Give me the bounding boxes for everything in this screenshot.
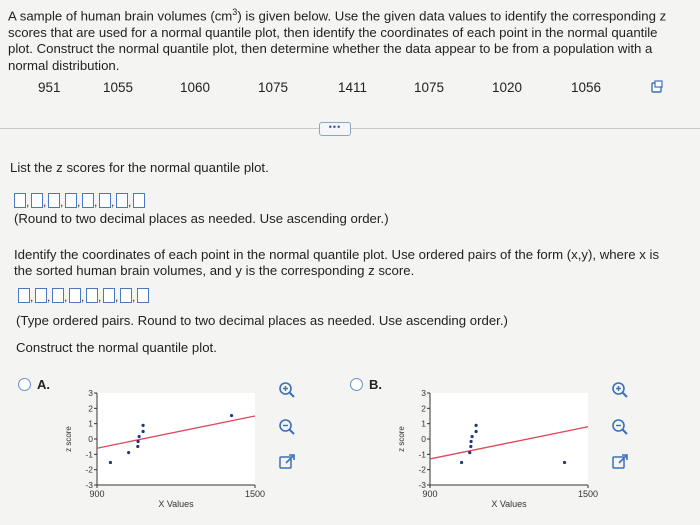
answer-box[interactable] (65, 193, 77, 208)
x-tick-label: 900 (89, 489, 105, 499)
option-a-radio[interactable] (18, 378, 31, 391)
answer-box[interactable] (52, 288, 64, 303)
problem-line-4: normal distribution. (8, 57, 120, 73)
y-tick-label: 1 (88, 418, 93, 429)
data-point (136, 445, 139, 448)
answer-box[interactable] (86, 288, 98, 303)
data-value: 1075 (258, 80, 289, 95)
copy-data-icon[interactable] (650, 80, 664, 94)
data-values-row (0, 80, 700, 100)
q2-prompt-line-1: Identify the coordinates of each point in the normal quantile plot. Use ordered pairs of the form (x,y), where x is (14, 247, 660, 262)
q2-hint: (Type ordered pairs. Round to two decimal places as needed. Use ascending order.) (16, 313, 508, 328)
option-a-label: A. (37, 377, 50, 392)
answer-box[interactable] (48, 193, 60, 208)
answer-box[interactable] (14, 193, 26, 208)
answer-box[interactable] (116, 193, 128, 208)
data-point (141, 424, 144, 427)
data-value: 951 (38, 80, 61, 95)
problem-line-2: scores that are used for a normal quantile plot, then identify the coordinates of each point in the normal quantile (8, 24, 658, 40)
separator: , (64, 290, 68, 304)
separator: , (115, 290, 119, 304)
separator: , (128, 195, 132, 209)
y-tick-label: 0 (421, 434, 426, 444)
q2-prompt-line-2: the sorted human brain volumes, and y is the corresponding z score. (14, 263, 415, 278)
y-tick-label: -1 (418, 449, 426, 460)
separator: , (26, 195, 30, 209)
y-axis-label: z score (64, 426, 73, 452)
option-b-radio[interactable] (350, 378, 363, 391)
separator: , (30, 290, 34, 304)
answer-box[interactable] (120, 288, 132, 303)
problem-line-3: plot. Construct the normal quantile plot, then determine whether the data appear to be from a population with a (8, 41, 653, 57)
superscript-3: 3 (232, 7, 238, 17)
answer-box[interactable] (103, 288, 115, 303)
data-point (109, 461, 112, 464)
separator: , (111, 195, 115, 209)
data-point (460, 461, 463, 464)
data-point (469, 440, 472, 443)
zoom-out-icon[interactable] (277, 417, 297, 437)
answer-box[interactable] (31, 193, 43, 208)
data-value: 1411 (338, 80, 368, 95)
separator: , (132, 290, 136, 304)
data-value: 1055 (103, 80, 134, 95)
data-point (136, 440, 139, 443)
separator: , (98, 290, 102, 304)
plot-area (97, 393, 255, 485)
y-tick-label: 0 (88, 434, 93, 444)
x-tick-label: 900 (422, 489, 438, 499)
data-value: 1020 (492, 80, 523, 95)
y-tick-label: -2 (85, 464, 93, 475)
option-b-label: B. (369, 377, 382, 392)
separator: , (60, 195, 64, 209)
answer-box[interactable] (82, 193, 94, 208)
y-tick-label: 2 (421, 403, 426, 414)
y-tick-label: 1 (421, 418, 426, 429)
zoom-in-icon[interactable] (610, 380, 630, 400)
data-point (230, 414, 233, 417)
data-point (138, 435, 141, 438)
data-point (468, 451, 471, 454)
y-tick-label: -3 (85, 480, 93, 490)
data-value: 1060 (180, 80, 211, 95)
x-tick-label: 1500 (244, 489, 266, 499)
option-b-chart (388, 385, 618, 515)
q1-prompt: List the z scores for the normal quantile plot. (10, 160, 269, 175)
q1-hint: (Round to two decimal places as needed. Use ascending order.) (14, 211, 389, 226)
z-score-answer-boxes (14, 193, 145, 208)
y-tick-label: -3 (418, 480, 426, 490)
open-external-icon[interactable] (610, 452, 630, 472)
more-button[interactable]: ••• (319, 122, 351, 136)
problem-line-1: A sample of human brain volumes (cm (8, 8, 233, 24)
option-a-chart (55, 385, 285, 515)
y-tick-label: 2 (88, 403, 93, 414)
data-point (474, 424, 477, 427)
y-tick-label: -2 (418, 464, 426, 475)
separator: , (47, 290, 51, 304)
problem-line-1b: ) is given below. Use the given data values to identify the corresponding z (237, 8, 667, 24)
data-point (471, 435, 474, 438)
x-tick-label: 1500 (577, 489, 599, 499)
separator: , (43, 195, 47, 209)
data-point (474, 430, 477, 433)
answer-box[interactable] (133, 193, 145, 208)
data-value: 1075 (414, 80, 445, 95)
open-external-icon[interactable] (277, 452, 297, 472)
zoom-out-icon[interactable] (610, 417, 630, 437)
answer-box[interactable] (99, 193, 111, 208)
y-tick-label: 3 (421, 388, 426, 398)
x-axis-label: X Values (491, 499, 527, 509)
answer-box[interactable] (137, 288, 149, 303)
data-point (563, 461, 566, 464)
plot-area (430, 393, 588, 485)
zoom-in-icon[interactable] (277, 380, 297, 400)
problem-statement (8, 4, 696, 74)
ordered-pair-answer-boxes (18, 288, 149, 303)
separator: , (81, 290, 85, 304)
y-tick-label: 3 (88, 388, 93, 398)
q3-prompt: Construct the normal quantile plot. (16, 340, 217, 355)
data-value: 1056 (571, 80, 602, 95)
separator: , (77, 195, 81, 209)
data-point (127, 451, 130, 454)
x-axis-label: X Values (158, 499, 194, 509)
answer-box[interactable] (18, 288, 30, 303)
y-tick-label: -1 (85, 449, 93, 460)
y-axis-label: z score (397, 426, 406, 452)
answer-box[interactable] (69, 288, 81, 303)
answer-box[interactable] (35, 288, 47, 303)
data-point (469, 445, 472, 448)
data-point (141, 430, 144, 433)
separator: , (94, 195, 98, 209)
